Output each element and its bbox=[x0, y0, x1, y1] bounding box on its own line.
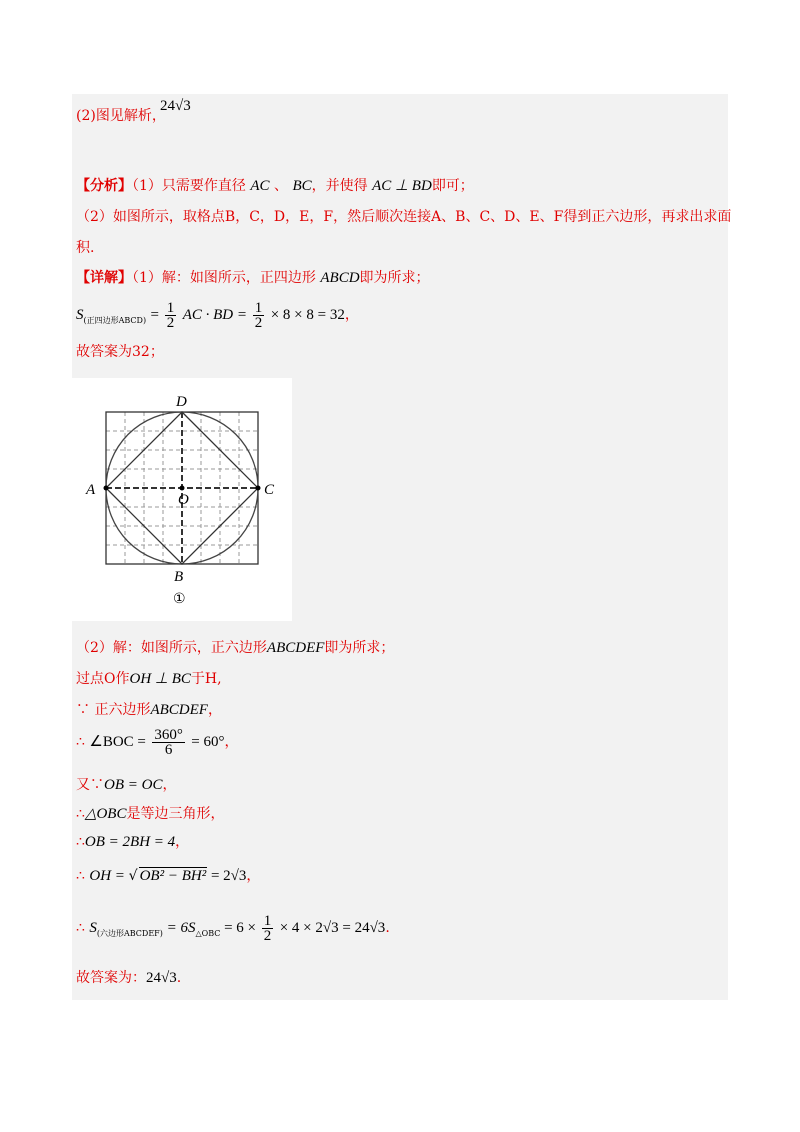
part2-header-answer: 24√3 bbox=[160, 98, 191, 114]
analysis-line-2: （2）如图所示，取格点B，C，D，E，F，然后顺次连接A、B、C、D、E、F得到正六边形，再求出求面 bbox=[76, 209, 732, 225]
label-a: A bbox=[86, 482, 96, 498]
part2-header-text: (2)图见解析， bbox=[76, 108, 166, 124]
part2-line-8: ∴ OH = √ OB² − BH² = 2√3， bbox=[76, 868, 261, 884]
part2-line-9: ∴ $S_{(六边形ABCDEF)} = 6S_{\triangle OBC} = 6$ × $\frac{1}{2}$ × 4 × 2√3 = 24√3. bbox=[76, 912, 390, 944]
figure-caption: ① bbox=[173, 591, 186, 607]
analysis-line-3: 积. bbox=[76, 240, 95, 256]
part2-header bbox=[76, 106, 166, 126]
answer-2: 故答案为：24√3. bbox=[76, 970, 182, 986]
part2-line-4: ∴ ∠BOC = $\frac{360^\circ}{6}$ = 60°， bbox=[76, 726, 239, 758]
part2-line-3: ∵ 正六边形ABCDEF， bbox=[76, 702, 222, 718]
detail-area-formula: $S_{(正四边形ABCD)}$ = $\frac{1}{2}$ AC · BD = $\frac{1}{2}$ × 8 × 8 = 32， bbox=[76, 299, 359, 331]
part2-line-7: ∴OB = 2BH = 4， bbox=[76, 834, 190, 850]
detail-line-1: 【详解】（1）解：如图所示，正四边形 ABCD即为所求； bbox=[76, 270, 430, 286]
part2-line-6: ∴△OBC是等边三角形， bbox=[76, 806, 225, 822]
part2-line-5: 又∵OB = OC， bbox=[76, 777, 177, 793]
part2-line-2: 过点O作OH ⊥ BC于H, bbox=[76, 671, 222, 687]
answer-1: 故答案为32； bbox=[76, 344, 164, 360]
figure-svg bbox=[72, 378, 292, 621]
label-o: O bbox=[178, 492, 189, 508]
label-b: B bbox=[174, 569, 184, 585]
figure-square-in-circle bbox=[72, 378, 292, 621]
part2-line-1: （2）解：如图所示，正六边形ABCDEF即为所求； bbox=[76, 640, 395, 656]
label-c: C bbox=[264, 482, 275, 498]
label-d: D bbox=[176, 394, 187, 410]
analysis-line-1: 【分析】（1）只需要作直径 AC 、 BC，并使得 AC ⊥ BD即可； bbox=[76, 178, 474, 194]
